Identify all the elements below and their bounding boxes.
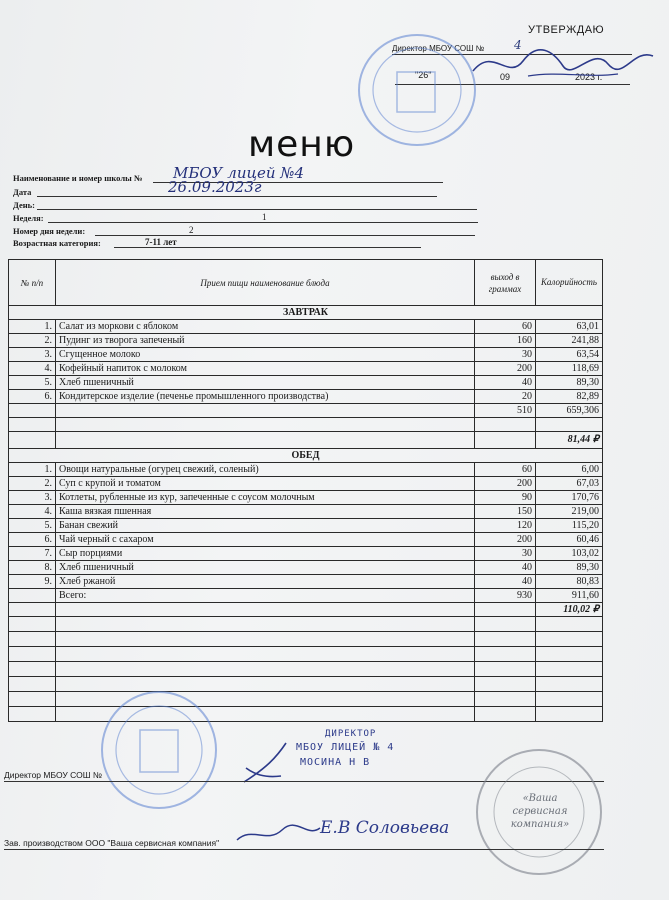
row-num: 8. <box>9 561 56 575</box>
row-num: 1. <box>9 320 56 334</box>
field-school <box>13 164 305 183</box>
daynum-underline <box>95 226 475 236</box>
table-row <box>9 491 603 505</box>
row-kcal: 115,20 <box>536 519 603 533</box>
empty-cell <box>56 418 475 432</box>
row-kcal: 82,89 <box>536 390 603 404</box>
table-row <box>9 561 603 575</box>
row-weight: 30 <box>475 348 536 362</box>
row-kcal: 103,02 <box>536 547 603 561</box>
week-value: 1 <box>262 212 267 222</box>
row-dish-name: Хлеб пшеничный <box>56 376 475 390</box>
row-num: 3. <box>9 348 56 362</box>
table-row <box>9 575 603 589</box>
page-title: меню <box>248 124 356 165</box>
empty-cell <box>9 617 56 632</box>
lunch-title: ОБЕД <box>9 449 603 463</box>
approve-title: УТВЕРЖДАЮ <box>528 24 605 36</box>
breakfast-blank-row <box>9 418 603 432</box>
empty-cell <box>475 603 536 617</box>
section-row <box>9 449 603 463</box>
footer-director-label: Директор МБОУ СОШ № <box>4 770 102 780</box>
row-num: 6. <box>9 390 56 404</box>
empty-cell <box>9 662 56 677</box>
empty-cell <box>9 647 56 662</box>
header-weight: выход в граммах <box>475 260 536 306</box>
empty-cell <box>475 418 536 432</box>
row-weight: 90 <box>475 491 536 505</box>
row-weight: 40 <box>475 376 536 390</box>
row-kcal: 219,00 <box>536 505 603 519</box>
blank-row <box>9 617 603 632</box>
row-dish-name: Хлеб пшеничный <box>56 561 475 575</box>
row-dish-name: Хлеб ржаной <box>56 575 475 589</box>
row-dish-name: Кофейный напиток с молоком <box>56 362 475 376</box>
empty-cell <box>56 662 475 677</box>
table-row <box>9 477 603 491</box>
daynum-value: 2 <box>189 225 194 235</box>
empty-cell <box>536 677 603 692</box>
row-num: 5. <box>9 519 56 533</box>
table-row <box>9 348 603 362</box>
empty-cell <box>56 603 475 617</box>
header-name: Прием пищи наименование блюда <box>56 260 475 306</box>
empty-cell <box>56 647 475 662</box>
empty-cell <box>475 432 536 449</box>
row-weight: 150 <box>475 505 536 519</box>
row-weight: 120 <box>475 519 536 533</box>
row-weight: 160 <box>475 334 536 348</box>
empty-cell <box>475 662 536 677</box>
company-stamp-text: «Ваша сервисная компания» <box>510 793 570 830</box>
row-num: 3. <box>9 491 56 505</box>
field-daynum <box>13 225 194 236</box>
row-dish-name: Кондитерское изделие (печенье промышленного производства) <box>56 390 475 404</box>
row-num: 6. <box>9 533 56 547</box>
empty-cell <box>536 707 603 722</box>
field-week <box>13 212 267 223</box>
empty-cell <box>536 632 603 647</box>
row-weight: 20 <box>475 390 536 404</box>
lunch-rows <box>9 463 603 589</box>
lunch-price: 110,02 ₽ <box>536 603 603 617</box>
row-dish-name: Котлеты, рубленные из кур, запеченные с соусом молочным <box>56 491 475 505</box>
empty-cell <box>475 617 536 632</box>
empty-cell <box>56 632 475 647</box>
blank-row <box>9 632 603 647</box>
row-dish-name: Пудинг из творога запеченый <box>56 334 475 348</box>
field-age <box>13 237 177 248</box>
row-dish-name: Салат из моркови с яблоком <box>56 320 475 334</box>
row-kcal: 89,30 <box>536 376 603 390</box>
empty-cell <box>9 603 56 617</box>
row-kcal: 63,01 <box>536 320 603 334</box>
approve-director-num: 4 <box>514 38 522 52</box>
director-signature-top <box>468 36 658 86</box>
row-weight: 200 <box>475 362 536 376</box>
empty-cell <box>536 647 603 662</box>
row-kcal: 67,03 <box>536 477 603 491</box>
breakfast-title: ЗАВТРАК <box>9 306 603 320</box>
empty-cell <box>475 707 536 722</box>
empty-cell <box>9 432 56 449</box>
lunch-price-row <box>9 603 603 617</box>
daynum-label: Номер дня недели: <box>13 226 86 236</box>
empty-cell <box>475 692 536 707</box>
age-value: 7-11 лет <box>145 237 177 247</box>
row-dish-name: Овощи натуральные (огурец свежий, соленый) <box>56 463 475 477</box>
row-dish-name: Банан свежий <box>56 519 475 533</box>
row-kcal: 170,76 <box>536 491 603 505</box>
row-num: 2. <box>9 477 56 491</box>
breakfast-total-row <box>9 404 603 418</box>
approve-date-month: 09 <box>500 72 511 82</box>
blank-row <box>9 662 603 677</box>
row-kcal: 80,83 <box>536 575 603 589</box>
row-num: 2. <box>9 334 56 348</box>
approve-date-day: "26" <box>415 70 432 80</box>
empty-cell <box>56 432 475 449</box>
table-row <box>9 334 603 348</box>
day-underline <box>37 200 477 210</box>
header-kcal: Калорийность <box>536 260 603 306</box>
empty-cell <box>9 692 56 707</box>
row-weight: 40 <box>475 575 536 589</box>
empty-cell <box>9 404 56 418</box>
table-row <box>9 505 603 519</box>
lunch-total-label: Всего: <box>56 589 475 603</box>
empty-cell <box>475 632 536 647</box>
section-row <box>9 306 603 320</box>
row-weight: 200 <box>475 477 536 491</box>
table-row <box>9 376 603 390</box>
menu-table <box>8 259 603 722</box>
table-row <box>9 547 603 561</box>
footer-production-label: Зав. производством ООО "Ваша сервисная компания" <box>4 838 220 848</box>
empty-cell <box>9 589 56 603</box>
breakfast-rows <box>9 320 603 404</box>
empty-cell <box>9 677 56 692</box>
row-num: 4. <box>9 362 56 376</box>
table-row <box>9 463 603 477</box>
row-weight: 30 <box>475 547 536 561</box>
row-dish-name: Каша вязкая пшенная <box>56 505 475 519</box>
age-label: Возрастная категория: <box>13 238 101 248</box>
table-row <box>9 320 603 334</box>
row-kcal: 241,88 <box>536 334 603 348</box>
breakfast-price: 81,44 ₽ <box>536 432 603 449</box>
date-value: 26.09.2023г <box>168 178 262 196</box>
table-row <box>9 390 603 404</box>
breakfast-price-row <box>9 432 603 449</box>
row-weight: 60 <box>475 320 536 334</box>
row-dish-name: Сгущенное молоко <box>56 348 475 362</box>
production-signature: Е.В Соловьева <box>320 818 450 838</box>
field-day <box>13 200 35 210</box>
empty-cell <box>56 617 475 632</box>
lunch-total-kcal: 911,60 <box>536 589 603 603</box>
bottom-round-stamp <box>98 688 220 813</box>
empty-cell <box>475 647 536 662</box>
row-dish-name: Суп с крупой и томатом <box>56 477 475 491</box>
empty-cell <box>9 418 56 432</box>
row-num: 5. <box>9 376 56 390</box>
row-kcal: 6,00 <box>536 463 603 477</box>
empty-cell <box>536 662 603 677</box>
row-num: 9. <box>9 575 56 589</box>
row-kcal: 89,30 <box>536 561 603 575</box>
blank-row <box>9 647 603 662</box>
breakfast-total-kcal: 659,306 <box>536 404 603 418</box>
row-kcal: 118,69 <box>536 362 603 376</box>
table-header-row <box>9 260 603 306</box>
empty-cell <box>536 617 603 632</box>
lunch-total-row <box>9 589 603 603</box>
table-row <box>9 362 603 376</box>
approve-director-label: Директор МБОУ СОШ № <box>392 44 485 53</box>
row-weight: 200 <box>475 533 536 547</box>
row-num: 4. <box>9 505 56 519</box>
row-kcal: 60,46 <box>536 533 603 547</box>
footer-production-line <box>4 838 604 850</box>
row-num: 1. <box>9 463 56 477</box>
empty-cell <box>536 692 603 707</box>
row-dish-name: Чай черный с сахаром <box>56 533 475 547</box>
table-row <box>9 519 603 533</box>
date-label: Дата <box>13 187 32 197</box>
breakfast-total-weight: 510 <box>475 404 536 418</box>
row-num: 7. <box>9 547 56 561</box>
empty-cell <box>9 707 56 722</box>
director-box-stamp-line3: МОСИНА Н В <box>300 757 371 768</box>
school-label: Наименование и номер школы № <box>13 173 143 183</box>
director-box-stamp-line1: ДИРЕКТОР <box>325 729 377 739</box>
row-weight: 40 <box>475 561 536 575</box>
row-kcal: 63,54 <box>536 348 603 362</box>
school-value: МБОУ лицей №4 <box>173 164 305 182</box>
empty-cell <box>536 418 603 432</box>
row-weight: 60 <box>475 463 536 477</box>
director-box-stamp-line2: МБОУ ЛИЦЕЙ № 4 <box>296 742 395 753</box>
empty-cell <box>9 632 56 647</box>
empty-cell <box>56 404 475 418</box>
top-round-stamp <box>355 30 480 150</box>
week-label: Неделя: <box>13 213 44 223</box>
table-row <box>9 533 603 547</box>
day-label: День: <box>13 200 35 210</box>
row-dish-name: Сыр порциями <box>56 547 475 561</box>
empty-cell <box>475 677 536 692</box>
approve-date-year: 2023 г. <box>575 72 603 82</box>
lunch-total-weight: 930 <box>475 589 536 603</box>
header-num: № п/п <box>9 260 56 306</box>
